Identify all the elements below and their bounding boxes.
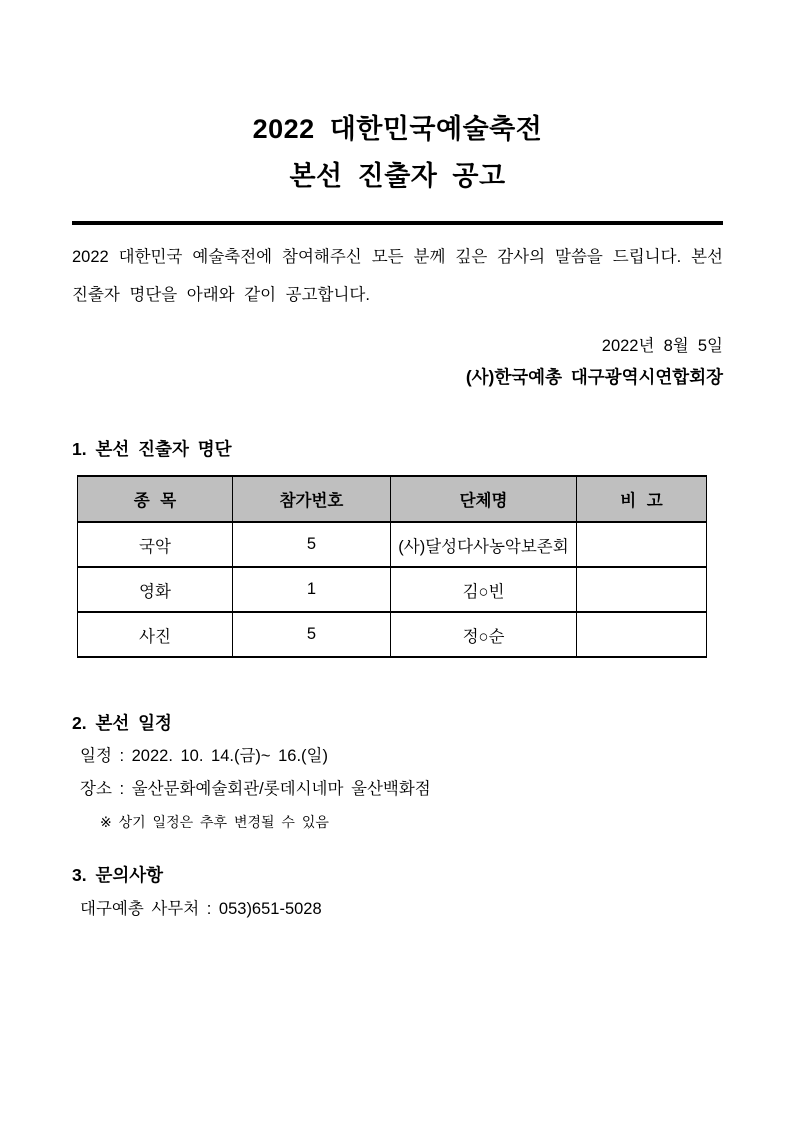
schedule-venue-line: 장소 : 울산문화예술회관/롯데시네마 울산백화점 [80,780,431,798]
section-heading-schedule: 2. 본선 일정 [72,713,172,733]
cell-entry-no: 1 [233,567,391,612]
cell-entry-no: 5 [233,522,391,567]
issuing-organization: (사)한국예총 대구광역시연합회장 [465,367,723,387]
column-header-note: 비 고 [577,476,707,522]
announcement-date: 2022년 8월 5일 [601,337,723,355]
cell-category: 국악 [78,522,233,567]
cell-group-name: (사)달성다사농악보존회 [391,522,577,567]
cell-note [577,567,707,612]
cell-category: 영화 [78,567,233,612]
section-heading-contact: 3. 문의사항 [72,865,164,885]
document-title [72,106,723,200]
intro-paragraph: 2022 대한민국 예술축전에 참여해주신 모든 분께 깊은 감사의 말씀을 드립니다. 본선 진출자 명단을 아래와 같이 공고합니다. [72,248,723,304]
table-row [78,522,707,567]
finalists-table [77,475,707,658]
column-header-entry-no: 참가번호 [233,476,391,522]
document-title-line2: 본선 진출자 공고 [289,161,506,191]
contact-phone-line: 대구예총 사무처 : 053)651-5028 [80,900,322,918]
section-heading-finalists: 1. 본선 진출자 명단 [72,439,232,459]
schedule-date-line: 일정 : 2022. 10. 14.(금)~ 16.(일) [80,747,328,765]
column-header-category: 종 목 [78,476,233,522]
cell-note [577,612,707,657]
table-row [78,612,707,657]
cell-note [577,522,707,567]
title-divider [72,221,723,225]
cell-category: 사진 [78,612,233,657]
document-title-line1: 2022 대한민국예술축전 [252,114,543,144]
column-header-group-name: 단체명 [391,476,577,522]
cell-group-name: 김○빈 [391,567,577,612]
cell-entry-no: 5 [233,612,391,657]
table-row [78,567,707,612]
table-header-row [78,476,707,522]
schedule-change-note: ※ 상기 일정은 추후 변경될 수 있음 [100,814,329,830]
cell-group-name: 정○순 [391,612,577,657]
